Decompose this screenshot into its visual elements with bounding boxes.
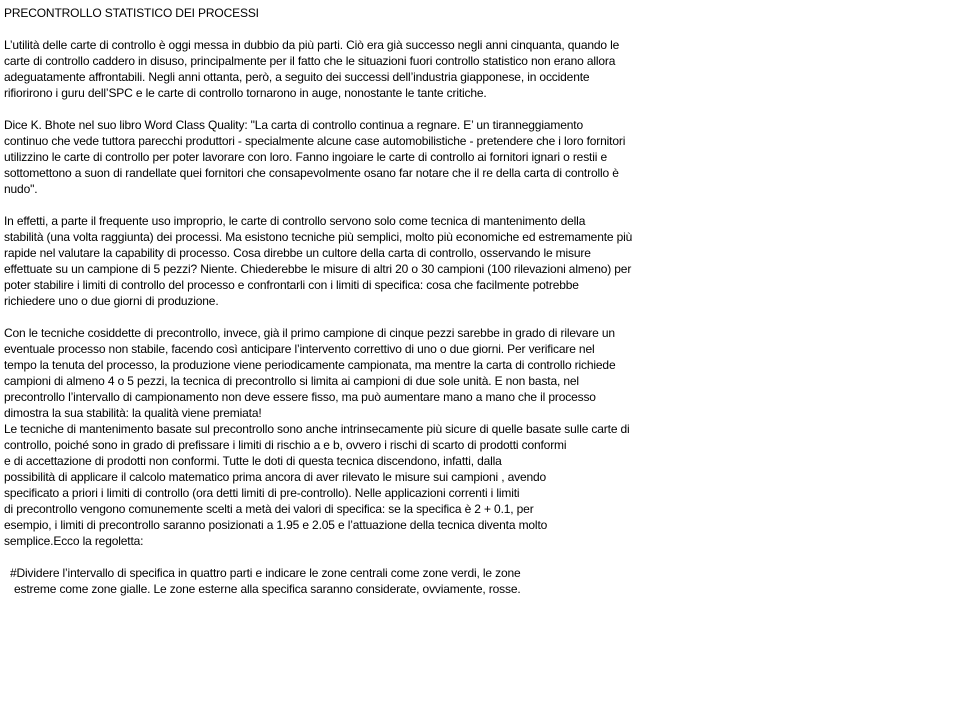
text-line: utilizzino le carte di controllo per poter lavorare con loro. Fanno ingoiare le carte di controllo ai fornitori ignari o restii e bbox=[4, 150, 607, 164]
rule-line: #Dividere l’intervallo di specifica in quattro parti e indicare le zone centrali come zone verdi, le zone bbox=[10, 566, 521, 580]
paragraph-spacer bbox=[4, 197, 944, 213]
text-line: eventuale processo non stabile, facendo così anticipare l’intervento correttivo di uno o due giorni. Per verificare nel bbox=[4, 342, 595, 356]
text-line: In effetti, a parte il frequente uso improprio, le carte di controllo servono solo come tecnica di mantenimento della bbox=[4, 214, 586, 228]
text-line: di precontrollo vengono comunemente scelti a metà dei valori di specifica: se la specifica è 2 + 0.1, per bbox=[4, 502, 534, 516]
text-line: specificato a priori i limiti di controllo (ora detti limiti di pre-controllo). Nelle applicazioni correnti i limiti bbox=[4, 486, 520, 500]
document-title: PRECONTROLLO STATISTICO DEI PROCESSI bbox=[4, 6, 259, 20]
text-line: rifiorirono i guru dell’SPC e le carte di controllo tornarono in auge, nonostante le tante critiche. bbox=[4, 86, 487, 100]
text-line: rapide nel valutare la capability di processo. Cosa direbbe un cultore della carta di controllo, osservando le misure bbox=[4, 246, 591, 260]
paragraph-3 bbox=[4, 213, 944, 309]
text-line: effettuate su un campione di 5 pezzi? Niente. Chiederebbe le misure di altri 20 o 30 campioni (100 rilevazioni almeno) per bbox=[4, 262, 632, 276]
text-line: campioni di almeno 4 o 5 pezzi, la tecnica di precontrollo si limita ai campioni di due sole unità. E non basta, nel bbox=[4, 374, 579, 388]
document-body bbox=[4, 5, 944, 597]
text-line: Le tecniche di mantenimento basate sul precontrollo sono anche intrinsecamente più sicure di quelle basate sulle carte di bbox=[4, 422, 630, 436]
text-line: Con le tecniche cosiddette di precontrollo, invece, già il primo campione di cinque pezzi sarebbe in grado di rilevare un bbox=[4, 326, 615, 340]
text-line: controllo, poiché sono in grado di prefissare i limiti di rischio a e b, ovvero i rischi di scarto di prodotti conformi bbox=[4, 438, 567, 452]
paragraph-spacer bbox=[4, 101, 944, 117]
text-line: possibilità di applicare il calcolo matematico prima ancora di aver rilevato le misure sui campioni , avendo bbox=[4, 470, 547, 484]
paragraph-2 bbox=[4, 117, 944, 197]
text-line: dimostra la sua stabilità: la qualità viene premiata! bbox=[4, 406, 262, 420]
text-line: Dice K. Bhote nel suo libro Word Class Quality: "La carta di controllo continua a regnare. E’ un tiranneggiamento bbox=[4, 118, 583, 132]
text-line: nudo". bbox=[4, 182, 38, 196]
text-line: precontrollo l’intervallo di campionamento non deve essere fisso, ma può aumentare mano a mano che il processo bbox=[4, 390, 596, 404]
rule-line: estreme come zone gialle. Le zone esterne alla specifica saranno considerate, ovviamente, rosse. bbox=[14, 582, 521, 596]
paragraph-spacer bbox=[4, 309, 944, 325]
text-line: L’utilità delle carte di controllo è oggi messa in dubbio da più parti. Ciò era già successo negli anni cinquanta, quando le bbox=[4, 38, 620, 52]
paragraph-spacer bbox=[4, 21, 944, 37]
text-line: adeguatamente affrontabili. Negli anni ottanta, però, a seguito dei successi dell’industria giapponese, in occidente bbox=[4, 70, 590, 84]
text-line: semplice.Ecco la regoletta: bbox=[4, 534, 144, 548]
text-line: sottomettono a suon di randellate quei fornitori che consapevolmente osano far notare che il re della carta di controllo è bbox=[4, 166, 619, 180]
rule-block bbox=[4, 565, 944, 597]
text-line: e di accettazione di prodotti non conformi. Tutte le doti di questa tecnica discendono, infatti, dalla bbox=[4, 454, 502, 468]
text-line: esempio, i limiti di precontrollo saranno posizionati a 1.95 e 2.05 e l’attuazione della tecnica diventa molto bbox=[4, 518, 548, 532]
paragraph-spacer bbox=[4, 549, 944, 565]
text-line: continuo che vede tuttora parecchi produttori - specialmente alcune case automobilistiche - pretendere che i loro fornitori bbox=[4, 134, 626, 148]
text-line: poter stabilire i limiti di controllo del processo e confrontarli con i limiti di specifica: cosa che facilmente potrebbe bbox=[4, 278, 579, 292]
text-line: tempo la tenuta del processo, la produzione viene periodicamente campionata, ma mentre la carta di controllo richiede bbox=[4, 358, 616, 372]
paragraph-4 bbox=[4, 325, 944, 549]
text-line: richiedere uno o due giorni di produzione. bbox=[4, 294, 219, 308]
paragraph-1 bbox=[4, 37, 944, 101]
text-line: stabilità (una volta raggiunta) dei processi. Ma esistono tecniche più semplici, molto più economiche ed estremamente più bbox=[4, 230, 633, 244]
text-line: carte di controllo caddero in disuso, principalmente per il fatto che le situazioni fuori controllo statistico non erano allora bbox=[4, 54, 616, 68]
